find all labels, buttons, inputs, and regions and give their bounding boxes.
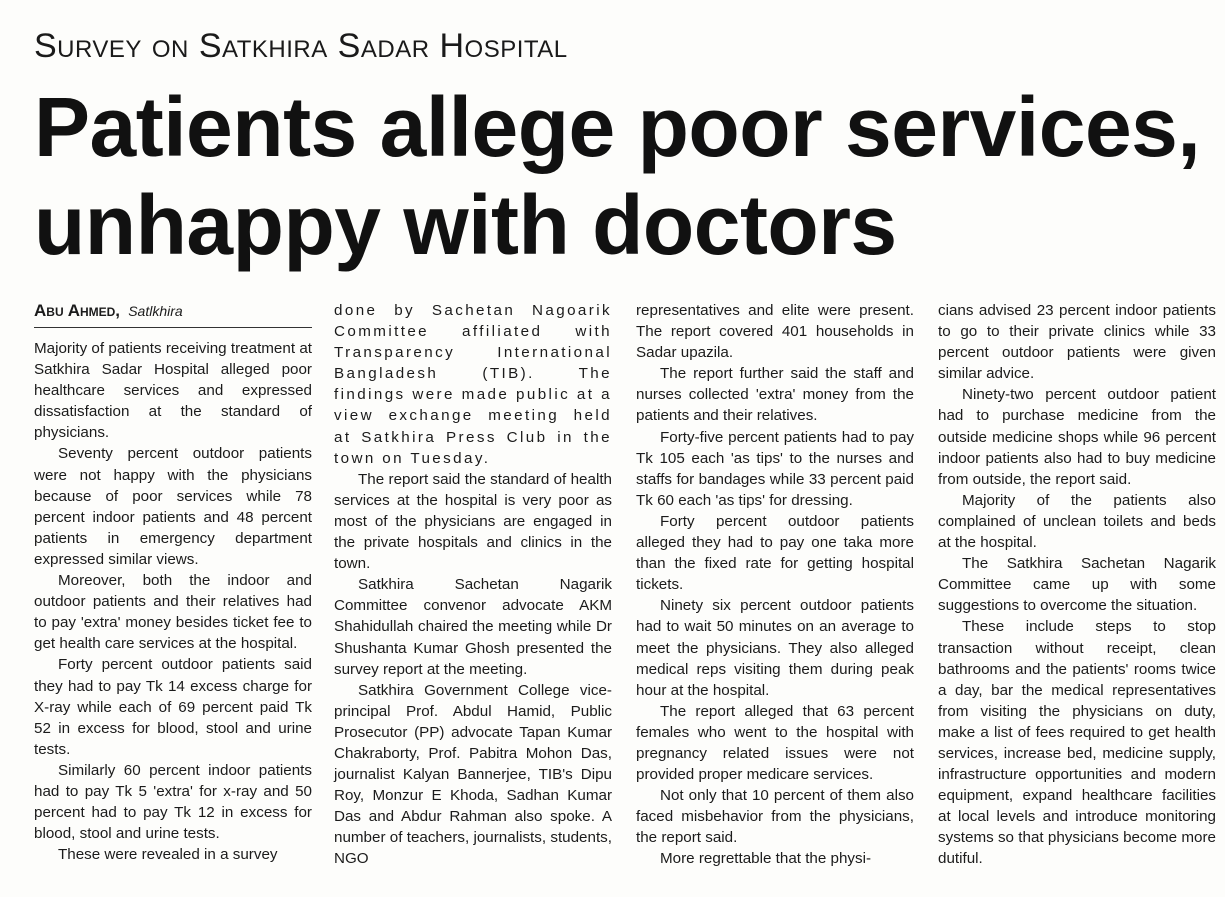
byline bbox=[34, 300, 312, 328]
headline-line-2: unhappy with doctors bbox=[34, 178, 897, 272]
article-column-4 bbox=[938, 300, 1216, 870]
paragraph: These were revealed in a survey bbox=[58, 846, 278, 864]
paragraph: The report alleged that 63 percent females who went to the hospital with pregnancy related issues were not provided proper medicare services. bbox=[636, 702, 914, 784]
article-kicker: Survey on Satkhira Sadar Hospital bbox=[34, 27, 568, 65]
paragraph: Forty-five percent patients had to pay Tk 105 each 'as tips' to the nurses and staffs for bandages while 33 percent paid Tk 60 each 'as tips' for dressing. bbox=[636, 428, 914, 509]
paragraph: cians advised 23 percent indoor patients to go to their private clinics while 33 percent outdoor patients were given similar advice. bbox=[938, 302, 1216, 383]
article-column-3 bbox=[636, 300, 914, 870]
paragraph: The report said the standard of health services at the hospital is very poor as most of the physicians are engaged in the private hospitals and clinics in the town. bbox=[334, 470, 612, 573]
paragraph: Ninety-two percent outdoor patient had to purchase medicine from the outside medicine shops while 96 percent indoor patients also had to buy medicine from outside, the report said. bbox=[938, 386, 1216, 488]
paragraph: Majority of patients receiving treatment at Satkhira Sadar Hospital alleged poor healthcare services and expressed dissatisfaction at the standard of physicians. bbox=[34, 340, 312, 442]
article-column-1 bbox=[34, 300, 312, 865]
paragraph: Forty percent outdoor patients alleged they had to pay one taka more than the fixed rate for getting hospital tickets. bbox=[636, 512, 914, 594]
headline-line-1: Patients allege poor services, bbox=[34, 80, 1201, 174]
paragraph: Forty percent outdoor patients said they had to pay Tk 14 excess charge for X-ray while each of 69 percent paid Tk 52 in excess for blood, stool and urine tests. bbox=[34, 656, 312, 758]
paragraph: Majority of the patients also complained of unclean toilets and beds at the hospital. bbox=[938, 491, 1216, 552]
byline-place: Satlkhira bbox=[128, 303, 183, 319]
paragraph: The report further said the staff and nurses collected 'extra' money from the patients and their relatives. bbox=[636, 365, 914, 425]
paragraph: done by Sachetan Nagoarik Committee affiliated with Transparency International Bangladesh (TIB). The findings were made public at a view exchange meeting held at Satkhira Press Club in the town on Tuesday. bbox=[334, 302, 612, 467]
paragraph: Satkhira Government College vice-principal Prof. Abdul Hamid, Public Prosecutor (PP) advocate Tapan Kumar Chakraborty, Prof. Pabitra Mohon Das, journalist Kalyan Bannerjee, TIB's Dipu Roy, Monzur E Khoda, Sadhan Kumar Das and Abdur Rahman also spoke. A number of teachers, journalists, students, NGO bbox=[334, 681, 612, 868]
paragraph: Satkhira Sachetan Nagarik Committee convenor advocate AKM Shahidullah chaired the meeting while Dr Shushanta Kumar Ghosh presented the survey report at the meeting. bbox=[334, 576, 612, 678]
paragraph: The Satkhira Sachetan Nagarik Committee came up with some suggestions to overcome the situation. bbox=[938, 555, 1216, 615]
paragraph: Moreover, both the indoor and outdoor patients and their relatives had to pay 'extra' money besides ticket fee to get health care services at the hospital. bbox=[34, 572, 312, 653]
paragraph: representatives and elite were present. The report covered 401 households in Sadar upazila. bbox=[636, 302, 914, 362]
paragraph: Not only that 10 percent of them also faced misbehavior from the physicians, the report said. bbox=[636, 787, 914, 847]
article-column-2 bbox=[334, 300, 612, 870]
paragraph: Ninety six percent outdoor patients had to wait 50 minutes on an average to meet the physicians. They also alleged medical reps visiting them during peak hour at the hospital. bbox=[636, 597, 914, 699]
paragraph: Seventy percent outdoor patients were not happy with the physicians because of poor services while 78 percent indoor patients and 48 percent patients in emergency department expressed similar views. bbox=[34, 445, 312, 568]
article-headline bbox=[34, 78, 1214, 274]
byline-author: Abu Ahmed, bbox=[34, 301, 121, 320]
paragraph: More regrettable that the physi- bbox=[660, 850, 872, 868]
paragraph: Similarly 60 percent indoor patients had to pay Tk 5 'extra' for x-ray and 50 percent had to pay Tk 12 in excess for blood, stool and urine tests. bbox=[34, 761, 312, 843]
paragraph: These include steps to stop transaction without receipt, clean bathrooms and the patients' rooms twice a day, bar the medical representatives from visiting the physicians on duty, make a list of fees required to get health services, increase bed, medicine supply, infrastructure opportunities and modern equipment, expand healthcare facilities at local levels and introduce monitoring systems so that physicians become more dutiful. bbox=[938, 618, 1216, 868]
